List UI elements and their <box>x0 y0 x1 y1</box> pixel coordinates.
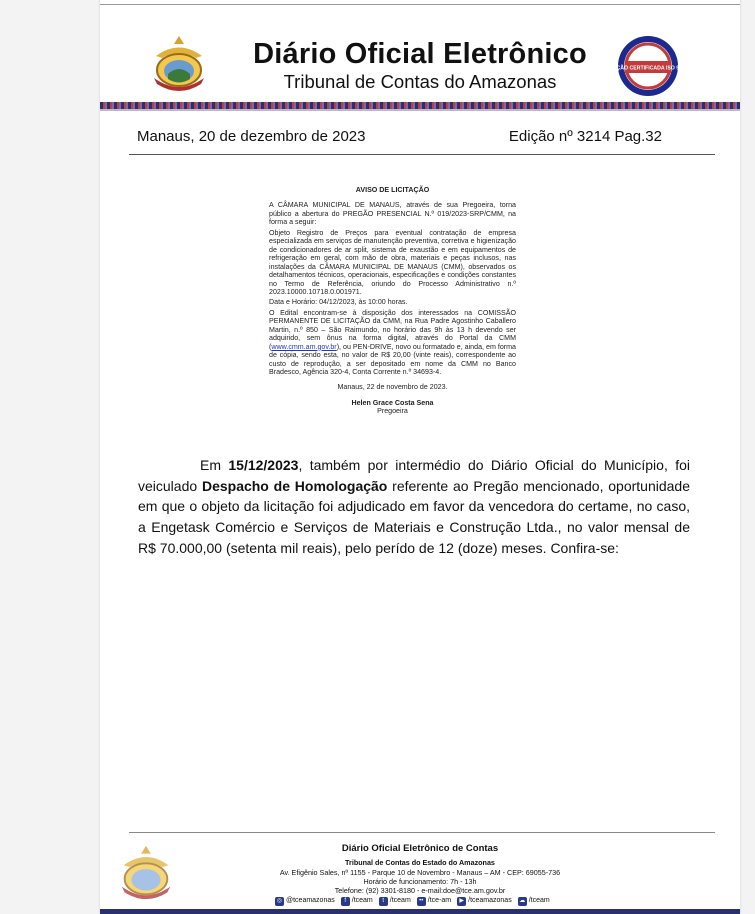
social-link-facebook[interactable]: f /tceam <box>341 897 373 906</box>
social-link-instagram[interactable]: ◎ @tceamazonas <box>276 897 335 904</box>
flickr-icon: •• <box>417 897 426 906</box>
facebook-icon: f <box>341 897 350 906</box>
seal-text: INSTITUIÇÃO CERTIFICADA ISO 9001:2008 <box>594 65 702 72</box>
certification-seal-icon <box>594 35 702 97</box>
header-band-shadow <box>100 109 740 111</box>
document-page <box>100 0 740 914</box>
cmm-portal-link[interactable]: www.cmm.am.gov.br <box>271 342 337 351</box>
footer-hours: Horário de funcionamento: 7h - 13h <box>363 877 477 886</box>
signer-role: Pregoeira <box>377 407 408 416</box>
edition-number: Edição nº 3214 Pag.32 <box>508 128 662 145</box>
footer-title: Diário Oficial Eletrônico de Contas <box>341 843 499 854</box>
issue-date: Manaus, 20 de dezembro de 2023 <box>137 128 366 145</box>
homologation-date: 15/12/2023 <box>228 457 299 473</box>
homologation-title: Despacho de Homologação <box>201 477 388 494</box>
notice-edital: O Edital encontram-se à disposição dos interessados na COMISSÃO PERMANENTE DE LICITAÇÃO da CMM, na Rua Padre Agostinho Caballero Martin, n.º 850 – São Raimundo, no horário das 9h às 13 h devendo ser adquirido, sem ônus na forma digital, através do Portal da CMM (www.cmm.am.gov.br), ou PEN-DRIVE, novo ou formatado e, ainda, em forma de cópia, sendo esta, no valor de R$ 20,00 (vinte reais), correspondente ao custo de reprodução, a ser depositado em nome da CMM no Banco Bradesco, Agência 320-4, Conta Corrente n.º 34693-4. <box>269 308 516 377</box>
page-subtitle: Tribunal de Contas do Amazonas <box>283 71 557 92</box>
social-link-youtube[interactable]: ▶ /tceamazonas <box>457 897 512 906</box>
youtube-icon: ▶ <box>457 897 466 906</box>
header-band <box>100 102 740 109</box>
signer-name: Helen Grace Costa Sena <box>351 398 434 407</box>
notice-date-time: Data e Horário: 04/12/2023, às 10:00 horas. <box>269 298 408 307</box>
social-link-soundcloud[interactable]: ☁ /tceam <box>519 897 550 904</box>
footer-rule <box>129 832 715 833</box>
footer-org: Tribunal de Contas do Estado do Amazonas <box>345 858 495 867</box>
footer-band <box>100 909 740 914</box>
notice-paragraph: A CÂMARA MUNICIPAL DE MANAUS, através de sua Pregoeira, torna público a abertura do PREGÃO PRESENCIAL N.º 019/2023-SRP/CMM, na forma a seguir: <box>269 201 516 227</box>
twitter-icon: t <box>379 897 388 906</box>
date-rule <box>129 154 715 155</box>
footer-coat-of-arms-logo <box>114 843 178 903</box>
instagram-icon: ◎ <box>276 898 283 904</box>
soundcloud-icon: ☁ <box>519 898 526 904</box>
body-paragraph: Em 15/12/2023, também por intermédio do Diário Oficial do Município, foi veiculado Despacho de Homologação referente ao Pregão mencionado, oportunidade em que o objeto da licitação foi adjudicado em favor da vencedora do certame, no caso, a Engetask Comércio e Serviços de Materiais e Construção Ltda., no valor mensal de R$ 70.000,00 (setenta mil reais), pelo perído de 12 (doze) meses. Confira-se: <box>138 457 690 556</box>
notice-place-date: Manaus, 22 de novembro de 2023. <box>337 382 448 391</box>
notice-heading: AVISO DE LICITAÇÃO <box>355 186 430 194</box>
notice-object: Objeto Registro de Preços para eventual contratação de empresa especializada em serviços de manutenção preventiva, corretiva e higienização de condicionadores de ar split, sistema de exaustão e em equipamentos de refrigeração em geral, com mão de obra, materiais e peças inclusos, nas instalações da CÂMARA MUNICIPAL DE MANAUS (CMM), observados os detalhamentos técnicos, operacionais, especificações e condições constantes no Termo de Referência, oriundo do Processo Administrativo n.º 2023.10000.10718.0.001971. <box>269 228 516 296</box>
social-link-flickr[interactable]: •• /tce-am <box>417 897 451 906</box>
top-rule <box>100 4 740 5</box>
tender-notice <box>269 186 516 418</box>
social-links <box>275 897 550 906</box>
footer-contact: Telefone: (92) 3301-8180 - e-mail:doe@tce.am.gov.br <box>334 886 506 895</box>
social-link-twitter[interactable]: t /tceam <box>379 897 411 906</box>
page-title: Diário Oficial Eletrônico <box>253 38 587 70</box>
footer-address: Av. Efigênio Sales, nº 1155 - Parque 10 de Novembro - Manaus – AM - CEP: 69055-736 <box>279 868 561 877</box>
